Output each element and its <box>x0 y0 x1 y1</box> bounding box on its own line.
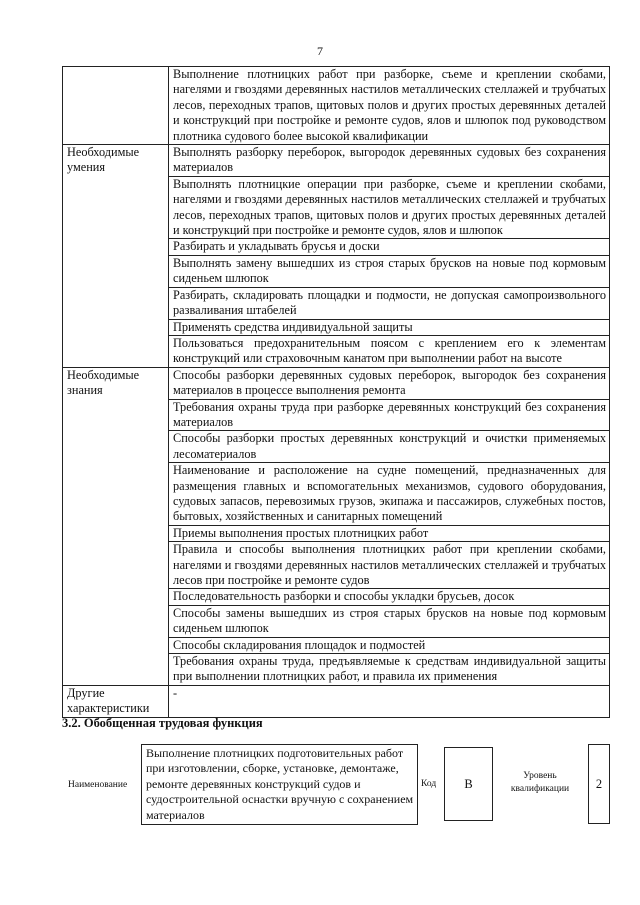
function-name-box: Выполнение плотницких подготовительных работ при изготовлении, сборке, установке, демонтаже, ремонте деревянных конструкций судов и судостроительной оснастки вручную с сохранением материалов <box>141 744 418 825</box>
row-item: Способы складирования площадок и подмостей <box>169 637 610 653</box>
row-item: Выполнение плотницких работ при разборке, съеме и креплении скобами, нагелями и гвоздями деревянных настилов металлических стеллажей и трубчатых лесов, переходных трапов, щитовых полов и других простых деревянных деталей и конструкций при постройке и ремонте судов, ялов и шлюпок под руководством плотника судового более высокой квалификации <box>169 67 610 145</box>
row-item: Применять средства индивидуальной защиты <box>169 319 610 335</box>
table-row <box>63 685 610 717</box>
row-item: Выполнять замену вышедших из строя старых брусков на новые под кормовым сиденьем шлюпок <box>169 255 610 287</box>
labor-function-table <box>62 66 610 718</box>
row-label: Необходимые знания <box>63 367 169 685</box>
qualification-level-box: 2 <box>588 744 610 824</box>
row-item: Способы разборки простых деревянных конструкций и очистки применяемых лесоматериалов <box>169 431 610 463</box>
row-item: - <box>169 685 610 717</box>
row-label <box>63 67 169 145</box>
row-item: Разбирать, складировать площадки и подмости, не допуская самопроизвольного разваливания штабелей <box>169 287 610 319</box>
row-item: Способы разборки деревянных судовых переборок, выгородок без сохранения материалов в процессе выполнения ремонта <box>169 367 610 399</box>
row-item: Пользоваться предохранительным поясом с креплением его к элементам конструкций или страховочным канатом при выполнении работ на высоте <box>169 335 610 367</box>
row-item: Последовательность разборки и способы укладки брусьев, досок <box>169 589 610 605</box>
section-title: 3.2. Обобщенная трудовая функция <box>62 716 263 730</box>
row-label: Необходимые умения <box>63 145 169 368</box>
table-row <box>63 145 610 177</box>
row-item: Правила и способы выполнения плотницких работ при креплении скобами, нагелями и гвоздями деревянных настилов металлических стеллажей и трубчатых лесов при постройке и ремонте судов <box>169 542 610 589</box>
row-item: Требования охраны труда, предъявляемые к средствам индивидуальной защиты при выполнении плотницких работ, и правила их применения <box>169 654 610 686</box>
table-row <box>63 67 610 145</box>
row-item: Разбирать и укладывать брусья и доски <box>169 239 610 255</box>
row-item: Выполнять разборку переборок, выгородок деревянных судовых без сохранения материалов <box>169 145 610 177</box>
code-box: B <box>444 747 493 821</box>
code-label: Код <box>421 779 437 789</box>
page-number: 7 <box>317 44 323 58</box>
name-label: Наименование <box>68 780 128 790</box>
row-item: Выполнять плотницкие операции при разборке, съеме и креплении скобами, нагелями и гвоздями деревянных настилов металлических стеллажей и трубчатых лесов, переходных трапов, щитовых полов и других простых деревянных деталей и конструкций при постройке и ремонте судов, ялов и шлюпок <box>169 176 610 239</box>
row-item: Наименование и расположение на судне помещений, предназначенных для размещения главных и вспомогательных механизмов, судового оборудования, судовых запасов, перевозимых грузов, экипажа и пассажиров, служебных постов, бытовых, хозяйственных и санитарных помещений <box>169 463 610 526</box>
qualification-level-label: Уровень квалификации <box>510 771 570 794</box>
table-row <box>63 367 610 399</box>
row-item: Приемы выполнения простых плотницких работ <box>169 525 610 541</box>
row-item: Способы замены вышедших из строя старых брусков на новые под кормовым сиденьем шлюпок <box>169 605 610 637</box>
row-label: Другие характеристики <box>63 685 169 717</box>
row-item: Требования охраны труда при разборке деревянных конструкций без сохранения материалов <box>169 399 610 431</box>
